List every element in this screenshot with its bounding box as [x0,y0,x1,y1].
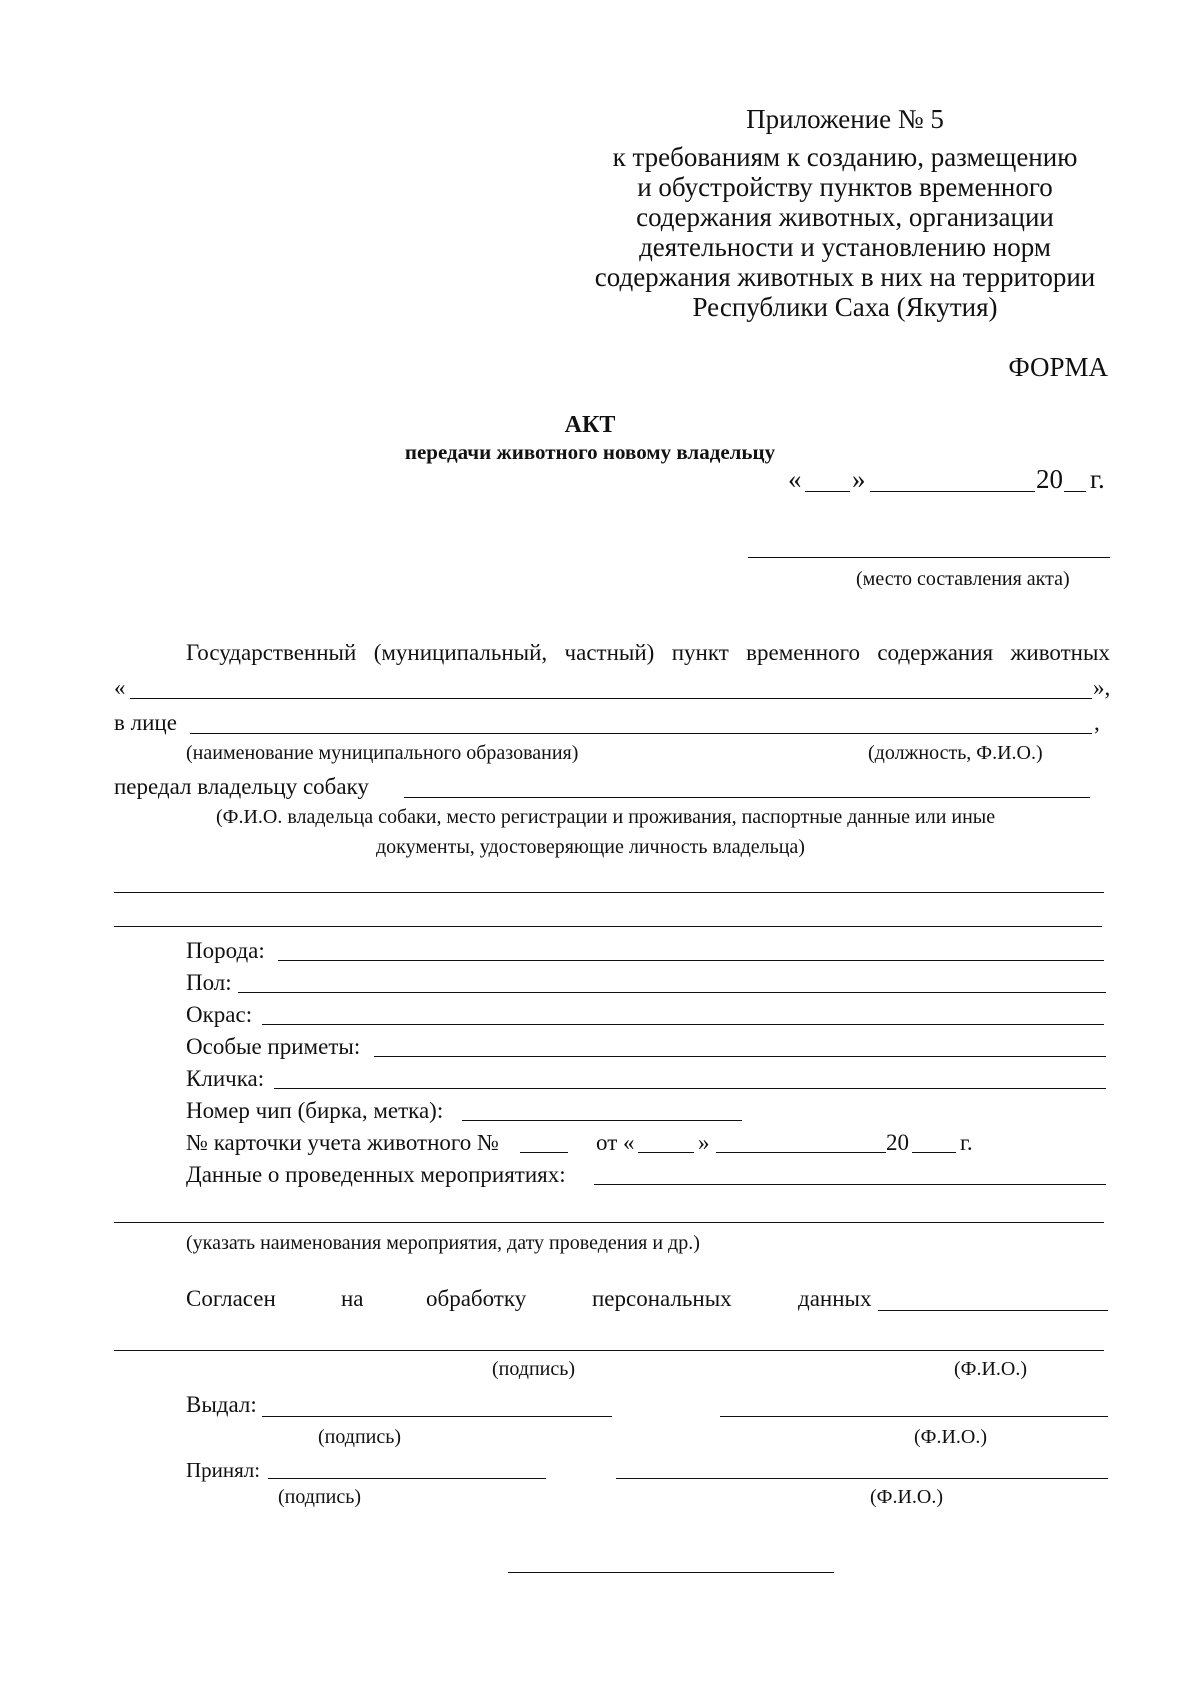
issued-fio-blank [720,1416,1108,1417]
consent-fio-caption: (Ф.И.О.) [954,1358,1028,1380]
consent-word: обработку [426,1286,527,1311]
consent-blank [878,1310,1108,1311]
intro-word: содержания [877,640,994,665]
annex-line-5: содержания животных в них на территории [594,262,1096,292]
annex-line-2: и обустройству пунктов временного [637,172,1053,202]
breed-blank [278,960,1104,961]
events-label: Данные о проведенных мероприятиях: [186,1162,566,1187]
card-month-blank [716,1152,886,1153]
card-number-blank [520,1152,568,1153]
marks-blank [374,1056,1106,1057]
place-caption: (место составления акта) [856,568,1070,590]
owner-blank-2 [114,892,1104,893]
card-label: № карточки учета животного № [186,1130,499,1155]
date-open-quote: « [788,464,802,494]
annex-line-1: к требованиям к созданию, размещению [612,142,1078,172]
consent-signature-caption: (подпись) [492,1358,576,1380]
card-day-blank [638,1152,694,1153]
sex-blank [238,992,1106,993]
place-blank [748,557,1110,558]
accepted-signature-caption: (подпись) [278,1486,362,1508]
accepted-label: Принял: [186,1458,261,1482]
caption-municipal: (наименование муниципального образования) [186,742,579,764]
form-label: ФОРМА [1008,352,1108,382]
consent-word: персональных [592,1286,732,1311]
consent-word: данных [798,1286,872,1311]
intro-word: временного [746,640,860,665]
annex-title: Приложение № 5 [746,104,944,134]
annex-line-3: содержания животных, организации [636,202,1054,232]
chip-label: Номер чип (бирка, метка): [186,1098,444,1123]
point-close-quote: », [1093,675,1111,700]
accepted-fio-blank [616,1478,1108,1479]
consent-word: на [341,1286,364,1311]
date-close-quote: » [852,464,866,494]
point-name-blank [130,698,1092,699]
sex-label: Пол: [186,970,232,995]
card-close-quote: » [698,1130,710,1155]
owner-caption-1: (Ф.И.О. владельца собаки, место регистрации и проживания, паспортные данные или иные [216,806,996,828]
transferred-label: передал владельцу собаку [114,774,369,799]
card-year-suffix: г. [960,1130,973,1155]
intro-word: (муниципальный, [373,640,548,665]
issued-signature-caption: (подпись) [318,1426,402,1448]
issued-signature-blank [262,1416,612,1417]
intro-word: частный) [564,640,655,665]
consent-blank-2 [114,1350,1104,1351]
marks-label: Особые приметы: [186,1034,361,1059]
card-from: от « [596,1130,635,1155]
events-caption: (указать наименования мероприятия, дату проведения и др.) [186,1232,700,1254]
annex-line-6: Республики Саха (Якутия) [692,292,998,322]
date-year-suffix: г. [1090,464,1105,494]
intro-word: пункт [671,640,729,665]
date-year-prefix: 20 [1036,464,1063,494]
caption-position: (должность, Ф.И.О.) [868,742,1043,764]
point-open-quote: « [114,675,126,700]
consent-word: Согласен [186,1286,276,1311]
act-title: АКТ [564,412,616,438]
in-person-label: в лице [114,710,177,735]
in-person-blank [190,733,1092,734]
date-month-blank [870,491,1035,492]
name-label: Кличка: [186,1066,265,1091]
date-day-blank [805,491,850,492]
date-year-blank [1064,491,1086,492]
intro-word: животных [1010,640,1110,665]
chip-blank [462,1120,742,1121]
owner-caption-2: документы, удостоверяющие личность владельца) [376,836,805,858]
card-year-blank [912,1152,956,1153]
act-subtitle: передачи животного новому владельцу [404,440,776,464]
owner-blank-3 [114,926,1102,927]
card-year-prefix: 20 [886,1130,909,1155]
owner-blank [404,797,1090,798]
in-person-end: , [1094,710,1100,735]
name-blank [274,1088,1106,1089]
color-label: Окрас: [186,1002,253,1027]
events-blank-2 [114,1222,1104,1223]
issued-label: Выдал: [186,1392,257,1417]
closing-separator [508,1572,834,1573]
intro-word: Государственный [186,640,357,665]
issued-fio-caption: (Ф.И.О.) [914,1426,988,1448]
intro-line [186,640,1110,666]
events-blank [594,1184,1106,1185]
breed-label: Порода: [186,938,265,963]
accepted-fio-caption: (Ф.И.О.) [870,1486,944,1508]
annex-line-4: деятельности и установлению норм [639,232,1051,262]
color-blank [262,1024,1104,1025]
accepted-signature-blank [268,1478,546,1479]
